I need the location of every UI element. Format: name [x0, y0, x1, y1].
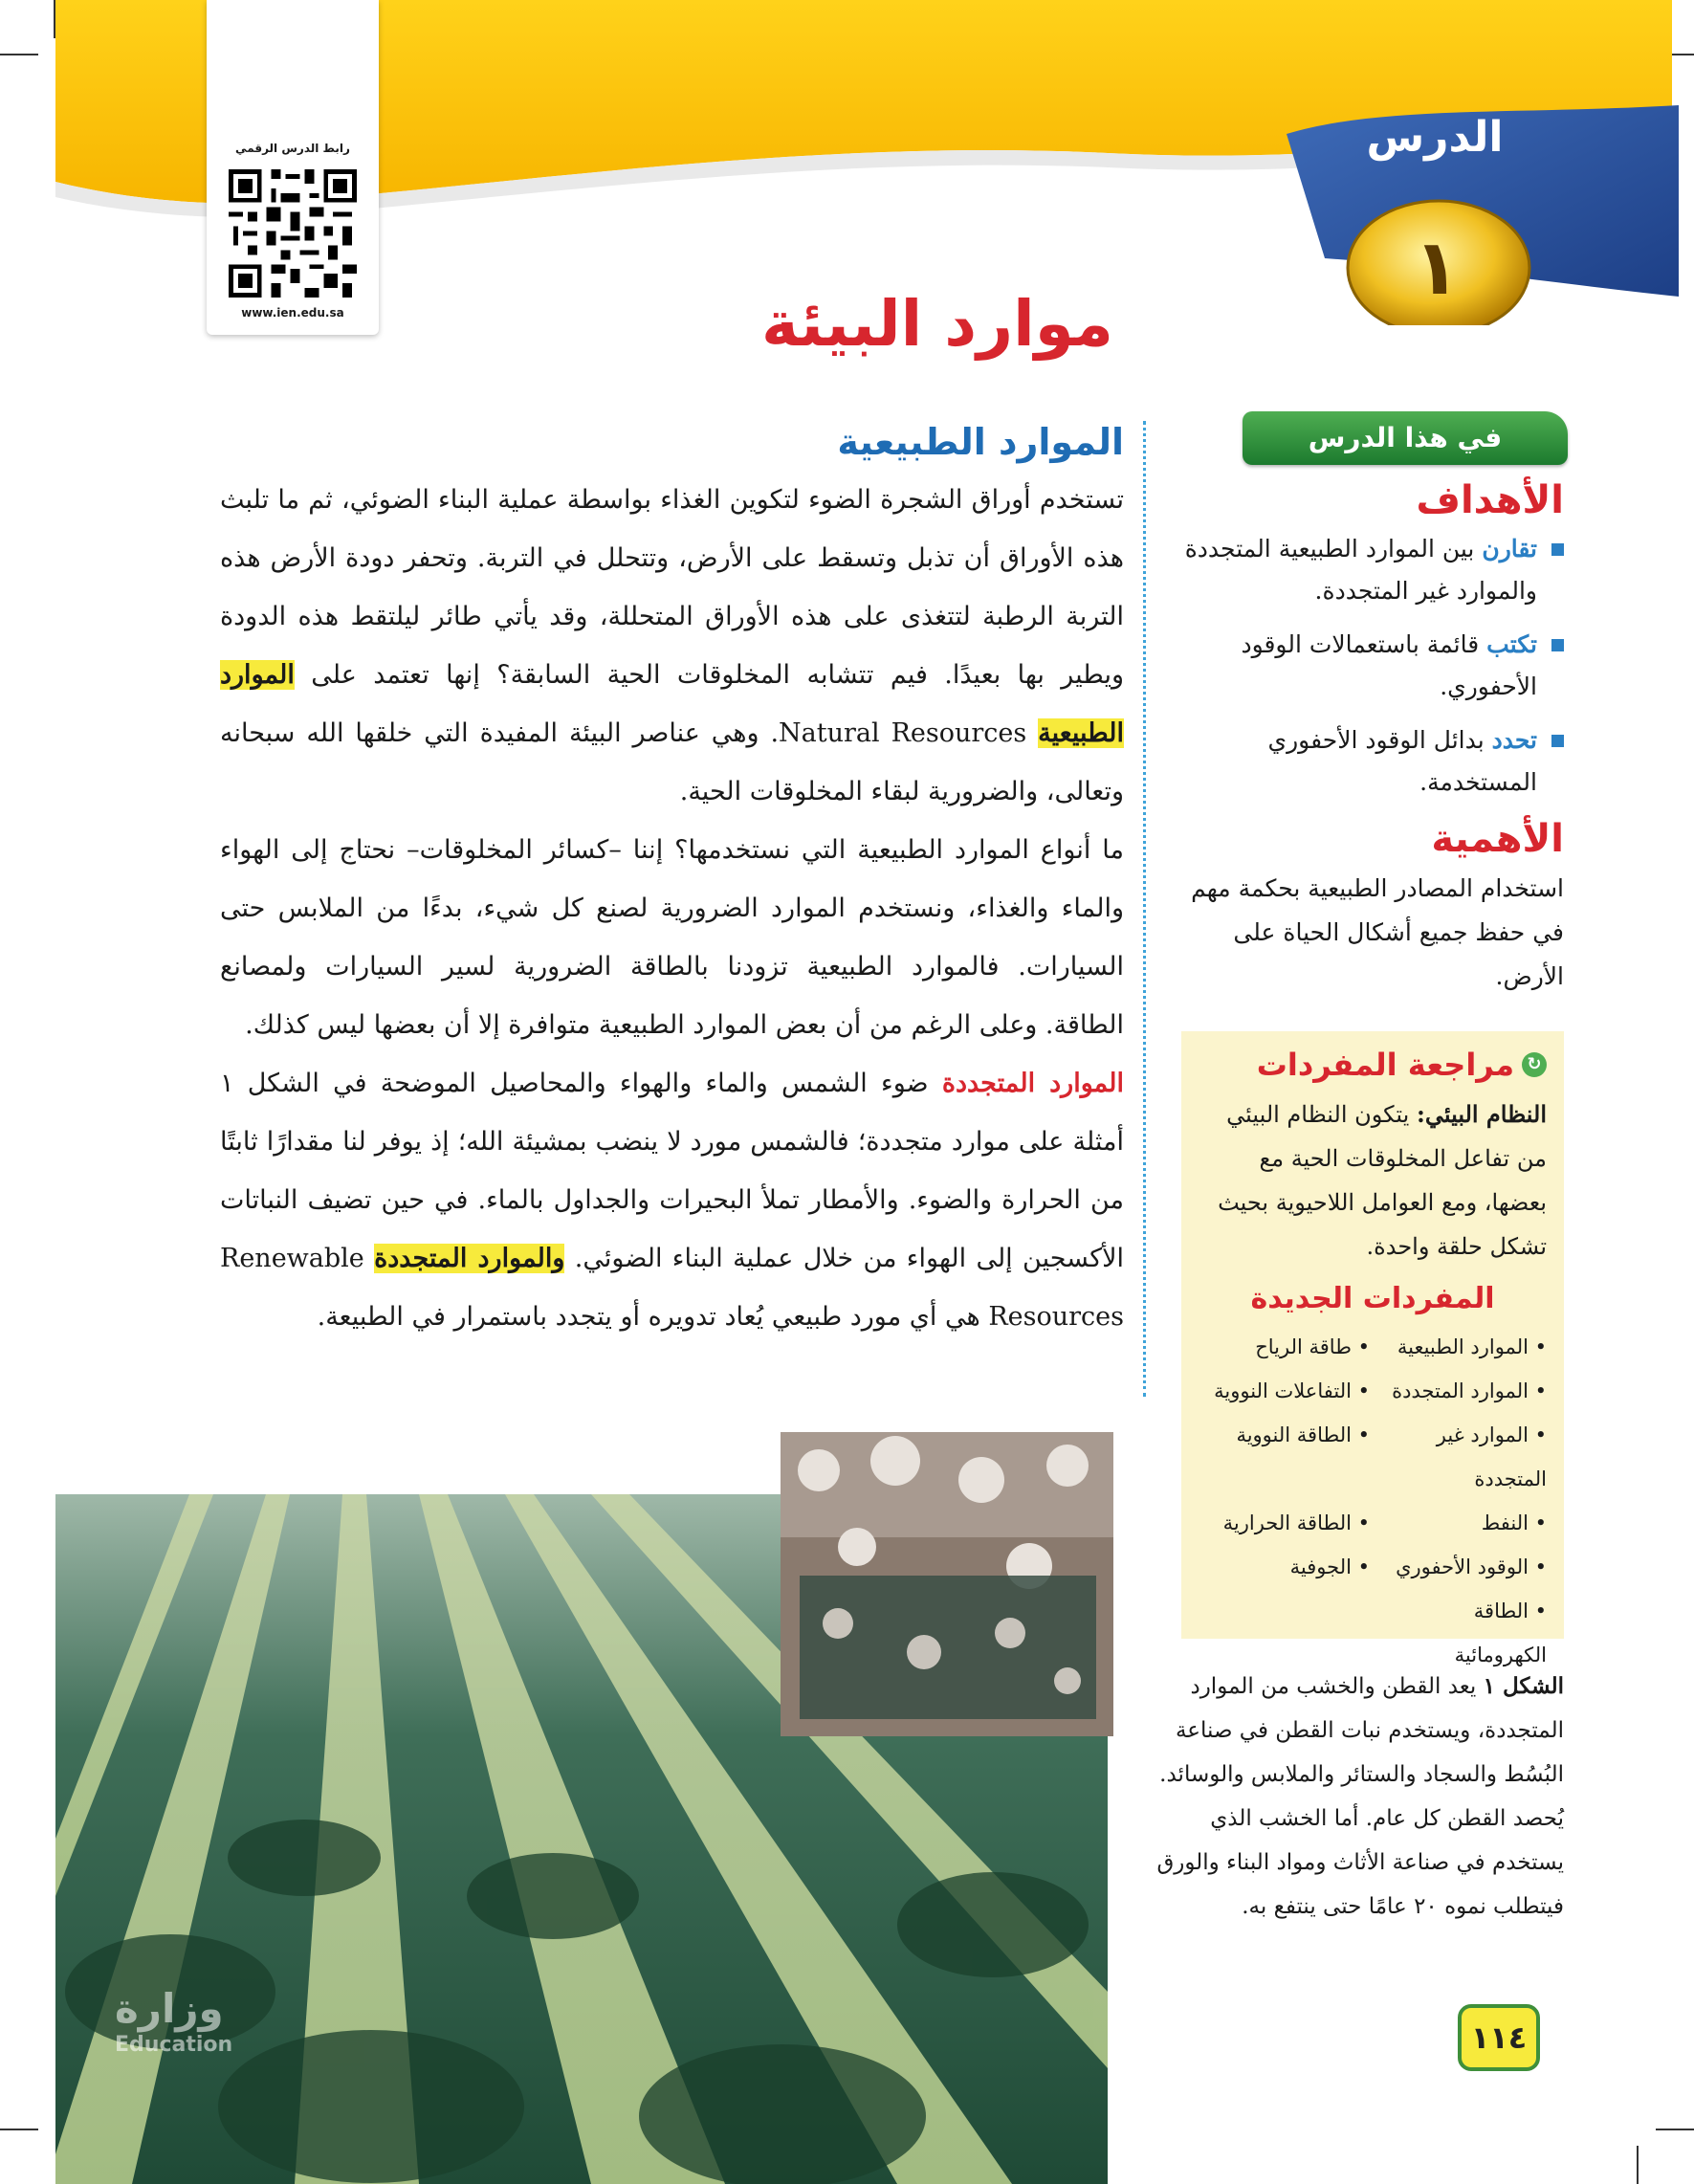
bullet-square-icon	[1551, 735, 1564, 747]
paragraph-text: Natural Resources. وهي عناصر البيئة المفيدة التي خلقها الله سبحانه وتعالى، والضرورية لبقاء المخلوقات الحية.	[220, 718, 1124, 806]
lesson-number: ١	[1413, 223, 1461, 312]
lesson-label: الدرس	[1366, 113, 1504, 162]
bullet-square-icon	[1551, 543, 1564, 556]
page-number: ١١٤	[1458, 2004, 1540, 2071]
vocab-item: • الموارد المتجددة	[1375, 1369, 1547, 1413]
vocab-item: • النفط	[1375, 1501, 1547, 1545]
new-vocab-title: المفردات الجديدة	[1250, 1282, 1495, 1315]
vocab-item: • الطاقة النووية	[1199, 1413, 1370, 1501]
qr-url[interactable]: www.ien.edu.sa	[241, 306, 344, 320]
crop-mark	[0, 2129, 38, 2130]
objective-item	[1177, 528, 1564, 612]
figure-label: الشكل ١	[1483, 1673, 1564, 1699]
objective-text: بدائل الوقود الأحفوري المستخدمة.	[1267, 726, 1537, 796]
figure-caption-text: يعد القطن والخشب من الموارد المتجددة، ويستخدم نبات القطن في صناعة البُسُط والسجاد والستائر والملابس والوسائد. يُحصد القطن كل عام. أما الخشب الذي يستخدم في صناعة الأثاث ومواد البناء والورق فيتطلب نموه ٢٠ عامًا حتى ينتفع به.	[1156, 1674, 1564, 1919]
vocab-item: • الموارد غير المتجددة	[1375, 1413, 1547, 1501]
vocab-term: النظام البيئي:	[1416, 1100, 1547, 1128]
objective-text: قائمة باستعمالات الوقود الأحفوري.	[1241, 630, 1537, 700]
vocab-definition	[1199, 1092, 1547, 1268]
sidebar	[1177, 411, 1564, 999]
vocab-item: • الطاقة الحرارية	[1199, 1501, 1370, 1545]
importance-title: الأهمية	[1431, 817, 1564, 861]
figure-caption	[1148, 1665, 1564, 1929]
objective-item	[1177, 624, 1564, 708]
education-watermark: Education	[115, 2033, 233, 2057]
paragraph-3	[220, 1054, 1124, 1346]
objective-verb: تكتب	[1486, 630, 1537, 658]
qr-label: رابط الدرس الرقمي	[235, 142, 350, 155]
vocab-item: • الوقود الأحفوري	[1375, 1545, 1547, 1589]
main-content	[220, 421, 1124, 1346]
vocab-review-title	[1199, 1047, 1547, 1083]
in-lesson-tab: في هذا الدرس	[1243, 411, 1568, 465]
vocab-item: • طاقة الرياح	[1199, 1325, 1370, 1369]
paragraph-text: تستخدم أوراق الشجرة الضوء لتكوين الغذاء بواسطة عملية البناء الضوئي، ثم ما تلبث هذه الأوراق أن تذبل وتسقط على الأرض، وتتحلل في التربة. وتحفر دودة الأرض هذه التربة الرطبة لتتغذى على هذه الأوراق المتحللة، وقد يأتي طائر ليلتقط هذه الدودة ويطير بها بعيدًا. فيم تتشابه المخلوقات الحية السابقة؟ إنها تعتمد على	[220, 485, 1124, 690]
objectives-title: الأهداف	[1416, 478, 1564, 522]
bullet-square-icon	[1551, 639, 1564, 651]
objective-text: بين الموارد الطبيعية المتجددة والموارد غير المتجددة.	[1184, 535, 1537, 605]
vocabulary-box	[1181, 1031, 1564, 1666]
column-divider	[1143, 421, 1146, 1397]
qr-card[interactable]	[207, 0, 379, 335]
page-title: موارد البيئة	[761, 287, 1113, 361]
vocab-item: • الموارد الطبيعية	[1375, 1325, 1547, 1369]
refresh-icon: ↻	[1522, 1052, 1547, 1077]
vocab-item: • الجوفية	[1199, 1545, 1370, 1589]
red-term: الموارد المتجددة	[941, 1069, 1124, 1098]
vocab-def-text: يتكون النظام البيئي من تفاعل المخلوقات الحية مع بعضها، ومع العوامل اللاحيوية بحيث تشكل حلقة واحدة.	[1218, 1101, 1547, 1260]
objective-verb: تحدد	[1491, 726, 1537, 754]
paragraph-2: ما أنواع الموارد الطبيعية التي نستخدمها؟ إننا –كسائر المخلوقات– نحتاج إلى الهواء والماء والغذاء، ونستخدم الموارد الضرورية لصنع كل شيء، بدءًا من الملابس حتى السيارات. فالموارد الطبيعية تزودنا بالطاقة الضرورية لسير السيارات ولمصانع الطاقة. وعلى الرغم من أن بعض الموارد الطبيعية متوافرة إلا أن بعضها ليس كذلك.	[220, 835, 1124, 1040]
vocab-list	[1199, 1325, 1547, 1677]
paragraph-text: Renewable Resources هي أي مورد طبيعي يُعاد تدويره أو يتجدد باستمرار في الطبيعة.	[220, 1244, 1124, 1332]
objective-item	[1177, 719, 1564, 804]
paragraph-1	[220, 471, 1124, 821]
importance-text: استخدام المصادر الطبيعية بحكمة مهم في حفظ جميع أشكال الحياة على الأرض.	[1191, 874, 1564, 990]
crop-mark	[1637, 2146, 1639, 2184]
crop-mark	[1656, 2129, 1694, 2130]
section-title: الموارد الطبيعية	[837, 421, 1124, 463]
highlight-term: والموارد المتجددة	[374, 1244, 565, 1273]
crop-mark	[0, 54, 38, 55]
ministry-watermark: وزارة	[115, 1985, 224, 2032]
paragraph-text: ضوء الشمس والماء والهواء والمحاصيل الموضحة في الشكل ١ أمثلة على موارد متجددة؛ فالشمس مورد لا ينضب بمشيئة الله؛ إذ يوفر لنا مقدارًا ثابتًا من الحرارة والضوء. والأمطار تملأ البحيرات والجداول بالماء. في حين تضيف النباتات الأكسجين إلى الهواء من خلال عملية البناء الضوئي.	[220, 1069, 1124, 1273]
vocab-review-label: مراجعة المفردات	[1256, 1047, 1514, 1083]
highlight-term: الموارد الطبيعية	[220, 660, 1124, 748]
qr-code-icon[interactable]	[224, 165, 362, 302]
vocab-item: • التفاعلات النووية	[1199, 1369, 1370, 1413]
cotton-inset-photo	[781, 1432, 1113, 1736]
vocab-item: • الطاقة الكهرومائية	[1375, 1589, 1547, 1677]
objective-verb: تقارن	[1482, 535, 1537, 563]
